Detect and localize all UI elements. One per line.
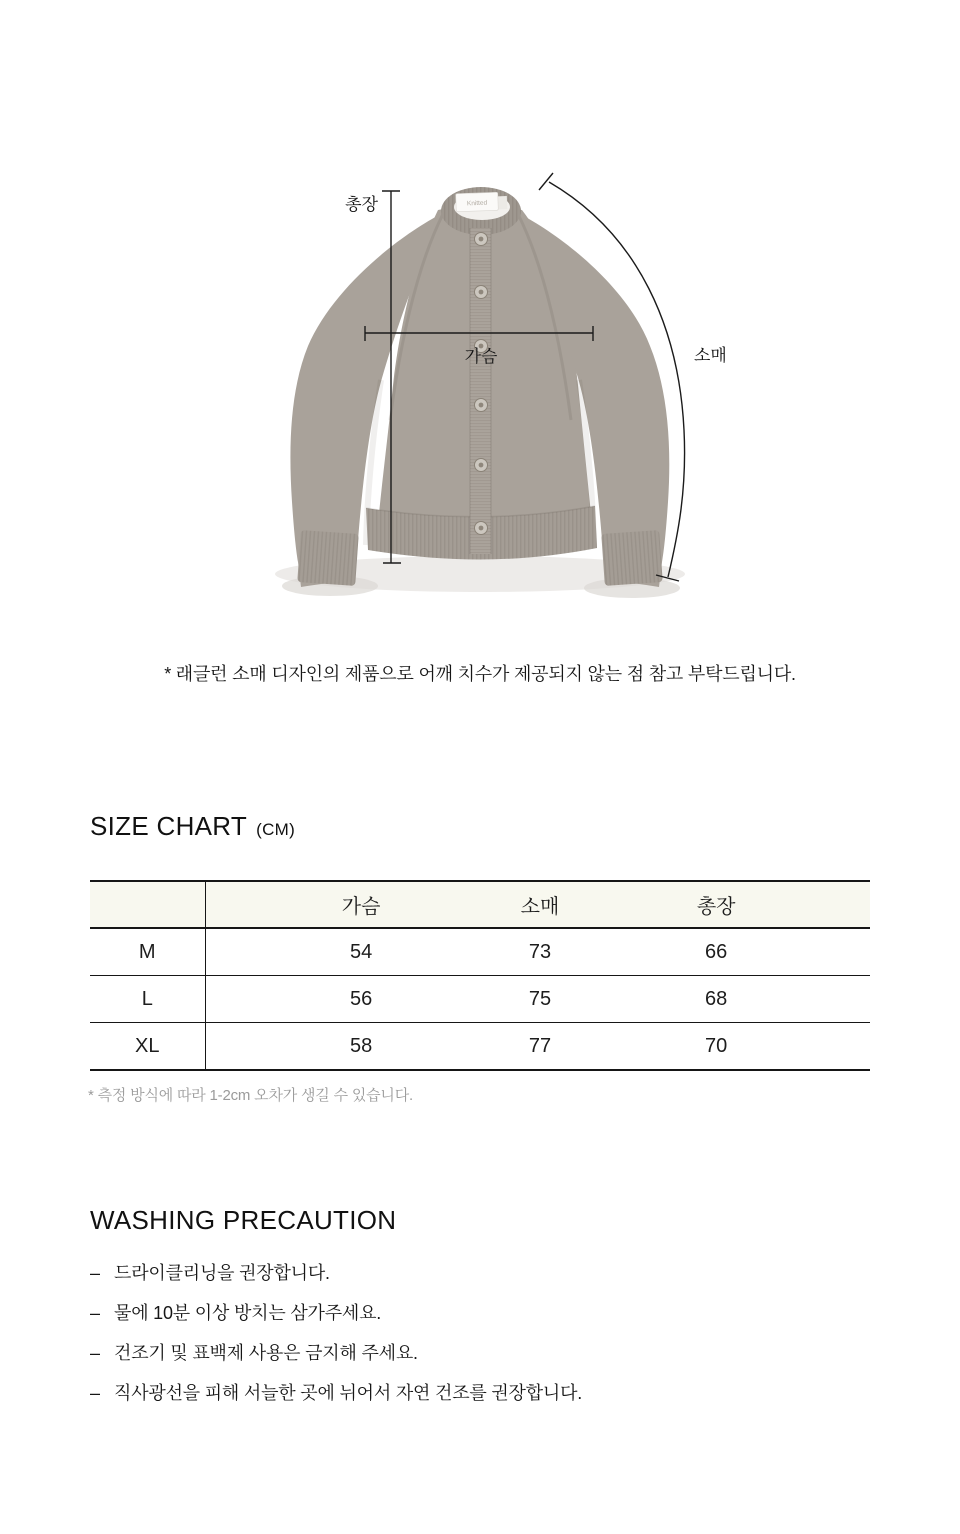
length-value: 70 [705, 1034, 728, 1057]
list-item-text: 드라이클리닝을 권장합니다. [114, 1263, 330, 1283]
dash-bullet: – [90, 1343, 100, 1363]
size-table-header-row [90, 881, 870, 928]
washing-precaution-title: WASHING PRECAUTION [90, 1205, 397, 1235]
length-value: 68 [648, 976, 870, 1023]
button [475, 286, 488, 299]
length-label: 총장 [345, 195, 378, 214]
sleeve-value: 77 [528, 1034, 552, 1057]
measurement-diagram [0, 0, 960, 700]
button-placket [470, 228, 491, 554]
chest-value: 54 [205, 928, 427, 976]
dash-bullet: – [90, 1263, 100, 1283]
column-header-chest: 가슴 [205, 881, 427, 928]
size-chart-heading [90, 811, 295, 841]
ribbed-cuff-right [601, 530, 662, 586]
dash-bullet: – [90, 1303, 100, 1323]
size-chart-table [90, 880, 870, 1071]
sleeve-value: 75 [427, 976, 649, 1023]
raglan-note: * 래글런 소매 디자인의 제품으로 어깨 치수가 제공되지 않는 점 참고 부탁드립니다. [164, 664, 796, 684]
brand-tag-text: Knitted [466, 199, 488, 208]
column-header-sleeve: 소매 [427, 881, 649, 928]
chest-value: 56 [205, 976, 427, 1023]
ribbed-cuff-left [297, 530, 358, 586]
list-item [90, 1302, 900, 1324]
size-label: L [90, 976, 205, 1023]
list-item-text: 건조기 및 표백제 사용은 금지해 주세요. [114, 1343, 418, 1363]
size-label: XL [90, 1023, 205, 1071]
chest-value: 58 [349, 1034, 373, 1057]
size-table-corner-cell [90, 881, 205, 928]
size-chart-unit: (CM) [256, 820, 296, 839]
list-item [90, 1342, 900, 1364]
cardigan-illustration [0, 0, 960, 700]
sleeve-value: 73 [427, 928, 649, 976]
button [475, 459, 488, 472]
size-chart-title: SIZE CHART [90, 811, 248, 841]
dash-bullet: – [90, 1383, 100, 1403]
measurement-tolerance-note: * 측정 방식에 따라 1-2cm 오차가 생길 수 있습니다. [88, 1087, 413, 1104]
list-item [90, 1262, 900, 1284]
button [475, 522, 488, 535]
table-row-xl [90, 1023, 870, 1071]
size-label: M [90, 928, 205, 976]
chest-label: 가슴 [464, 347, 498, 366]
list-item [90, 1382, 900, 1404]
table-row-m [90, 928, 870, 976]
list-item-text: 물에 10분 이상 방치는 삼가주세요. [114, 1303, 382, 1323]
table-row-l [90, 976, 870, 1023]
sleeve-label: 소매 [694, 346, 727, 365]
button [475, 233, 488, 246]
column-header-length: 총장 [648, 881, 870, 928]
list-item-text: 직사광선을 피해 서늘한 곳에 뉘어서 자연 건조를 권장합니다. [114, 1383, 583, 1403]
washing-precaution-list [90, 1262, 900, 1422]
length-value: 66 [648, 928, 870, 976]
button [475, 399, 488, 412]
